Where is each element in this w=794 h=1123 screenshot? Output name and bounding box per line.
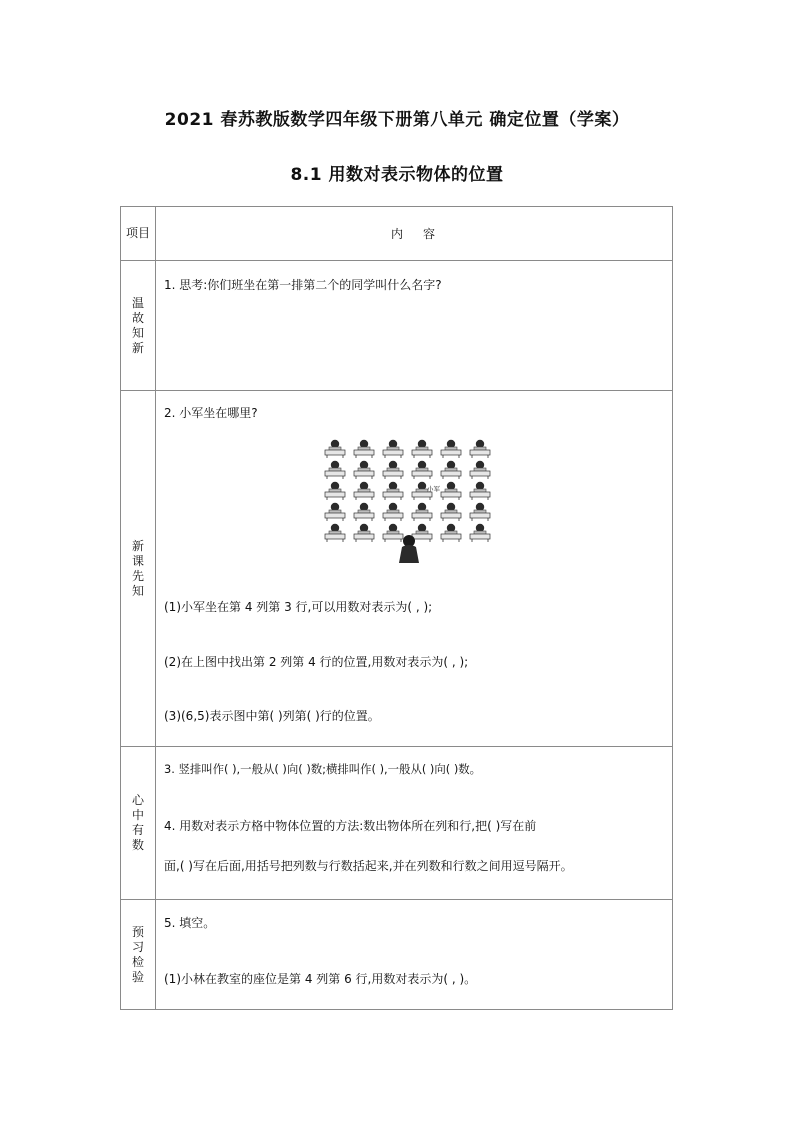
header-project: 项目 bbox=[121, 207, 156, 261]
table-row-summary bbox=[121, 747, 673, 900]
question-4-line-2: 面,( )写在后面,用括号把列数与行数括起来,并在列数和行数之间用逗号隔开。 bbox=[164, 859, 573, 873]
table-header-row bbox=[121, 207, 673, 261]
question-5: 5. 填空。 bbox=[164, 916, 216, 930]
table-row-review bbox=[121, 261, 673, 391]
question-2: 2. 小军坐在哪里? bbox=[164, 406, 258, 420]
student-desk bbox=[441, 524, 461, 542]
header-content bbox=[156, 207, 673, 261]
student-desk bbox=[412, 461, 432, 479]
header-content-b: 容 bbox=[423, 227, 438, 241]
student-desk bbox=[383, 482, 403, 500]
student-desk bbox=[412, 524, 432, 542]
xiaojun-label: 小军 bbox=[427, 485, 440, 493]
student-desk bbox=[383, 440, 403, 458]
student-desk bbox=[441, 503, 461, 521]
student-desk bbox=[412, 440, 432, 458]
page-subtitle: 8.1 用数对表示物体的位置 bbox=[290, 165, 504, 185]
row-content-check bbox=[156, 900, 673, 1010]
question-2-2: (2)在上图中找出第 2 列第 4 行的位置,用数对表示为( , ); bbox=[164, 655, 469, 669]
student-desk bbox=[354, 461, 374, 479]
worksheet-table bbox=[120, 206, 673, 1010]
table-row-preview bbox=[121, 391, 673, 747]
header-content-a: 内 bbox=[390, 227, 405, 241]
question-5-1: (1)小林在教室的座位是第 4 列第 6 行,用数对表示为( , )。 bbox=[164, 972, 477, 986]
student-desk bbox=[325, 503, 345, 521]
student-desk bbox=[470, 461, 490, 479]
student-desk bbox=[383, 461, 403, 479]
page-title: 2021 春苏教版数学四年级下册第八单元 确定位置（学案） bbox=[164, 110, 630, 130]
student-desk bbox=[383, 503, 403, 521]
row-content-summary bbox=[156, 747, 673, 900]
row-content-review bbox=[156, 261, 673, 391]
student-desk bbox=[325, 461, 345, 479]
row-label-summary: 心 中 有 数 bbox=[121, 747, 156, 900]
student-desk bbox=[470, 524, 490, 542]
row-label-check: 预 习 检 验 bbox=[121, 900, 156, 1010]
student-desk bbox=[354, 482, 374, 500]
question-4-line-1: 4. 用数对表示方格中物体位置的方法:数出物体所在列和行,把( )写在前 bbox=[164, 819, 537, 833]
student-desk bbox=[354, 440, 374, 458]
student-desk bbox=[470, 503, 490, 521]
row-content-preview bbox=[156, 391, 673, 747]
student-desk bbox=[470, 482, 490, 500]
row-label-review: 温 故 知 新 bbox=[121, 261, 156, 391]
student-desk bbox=[441, 440, 461, 458]
student-desk bbox=[441, 461, 461, 479]
question-2-3: (3)(6,5)表示图中第( )列第( )行的位置。 bbox=[164, 709, 380, 723]
table-row-check bbox=[121, 900, 673, 1010]
question-3: 3. 竖排叫作( ),一般从( )向( )数;横排叫作( ),一般从( )向( )数。 bbox=[164, 762, 482, 776]
student-desk bbox=[441, 482, 461, 500]
student-desk bbox=[325, 440, 345, 458]
student-desk bbox=[325, 482, 345, 500]
student-desk bbox=[325, 524, 345, 542]
student-desk bbox=[354, 503, 374, 521]
student-desk bbox=[470, 440, 490, 458]
classroom-seating-illustration bbox=[323, 437, 499, 565]
student-desk bbox=[412, 503, 432, 521]
student-desk bbox=[383, 524, 403, 542]
row-label-preview: 新 课 先 知 bbox=[121, 391, 156, 747]
question-1: 1. 思考:你们班坐在第一排第二个的同学叫什么名字? bbox=[164, 278, 442, 292]
question-2-1: (1)小军坐在第 4 列第 3 行,可以用数对表示为( , ); bbox=[164, 600, 433, 614]
student-desk bbox=[354, 524, 374, 542]
